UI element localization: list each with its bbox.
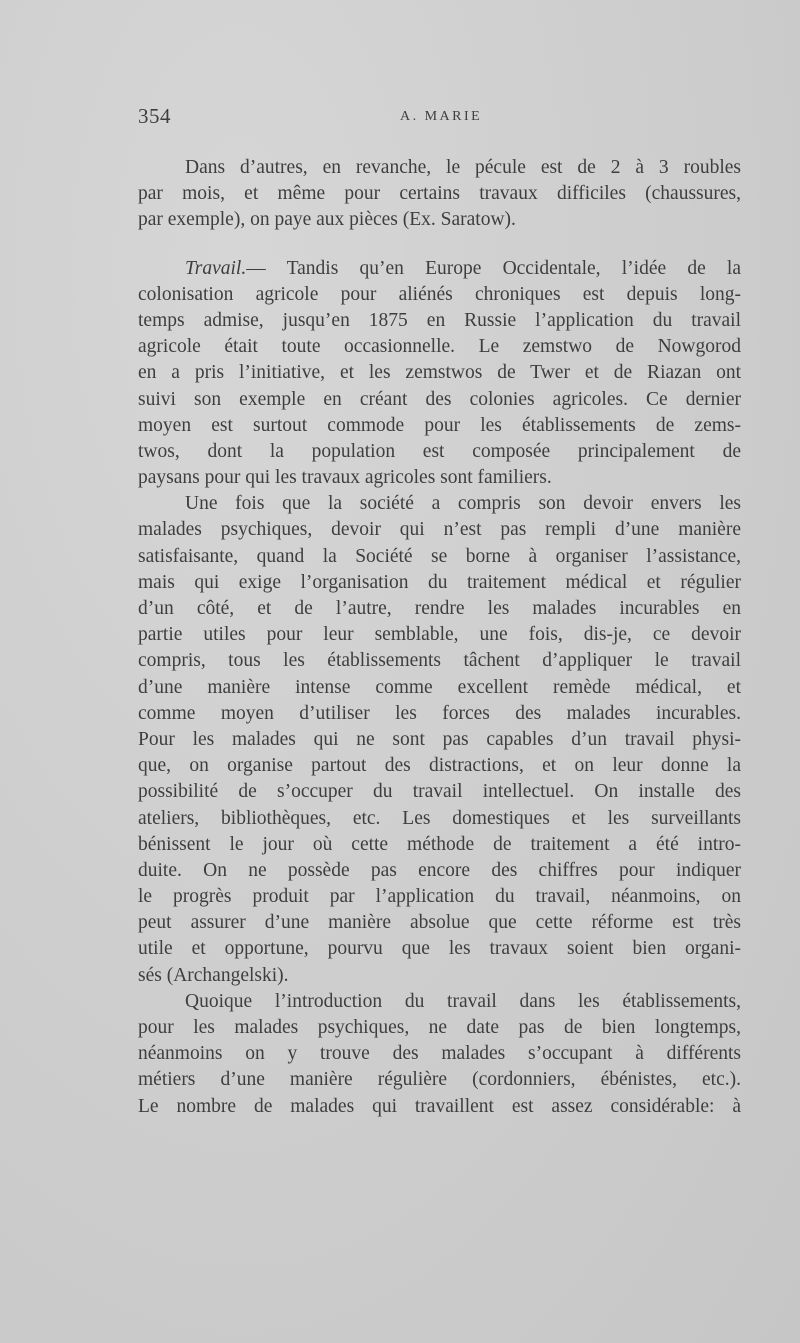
text-line: le progrès produit par l’application du travail, néanmoins, on [138, 886, 741, 908]
text-line: ateliers, bibliothèques, etc. Les domestiques et les surveillants [138, 807, 741, 829]
text-line: suivi son exemple en créant des colonies agricoles. Ce dernier [138, 388, 741, 410]
text-line [138, 256, 741, 282]
text-line: agricole était toute occasionnelle. Le zemstwo de Nowgorod [138, 336, 741, 358]
text-line: sés (Archangelski). [138, 964, 289, 986]
text-line: malades psychiques, devoir qui n’est pas rempli d’une manière [138, 519, 741, 541]
text-line: mais qui exige l’organisation du traitement médical et régulier [138, 571, 741, 593]
text-line: d’une manière intense comme excellent remède médical, et [138, 676, 741, 698]
text-line: Pour les malades qui ne sont pas capables d’un travail physi- [138, 728, 741, 750]
section-heading-travail: Travail. [185, 257, 247, 279]
text-line: compris, tous les établissements tâchent d’appliquer le travail [138, 650, 741, 672]
paragraph-travail [138, 256, 741, 492]
text-line: par mois, et même pour certains travaux difficiles (chaussures, [138, 183, 741, 205]
text-line: par exemple), on paye aux pièces (Ex. Saratow). [138, 209, 516, 231]
text-line: partie utiles pour leur semblable, une fois, dis-je, ce devoir [138, 624, 741, 646]
page-number: 354 [138, 104, 171, 128]
text-line: comme moyen d’utiliser les forces des malades incurables. [138, 702, 741, 724]
paragraph-1 [138, 155, 741, 234]
text-line: Quoique l’introduction du travail dans les établissements, [185, 990, 741, 1012]
text-line: Dans d’autres, en revanche, le pécule est de 2 à 3 roubles [185, 157, 741, 178]
text-line: paysans pour qui les travaux agricoles sont familiers. [138, 467, 552, 489]
text-line-rest: — Tandis qu’en Europe Occidentale, l’idée de la [246, 257, 741, 279]
body-text [138, 155, 741, 1120]
text-line: possibilité de s’occuper du travail intellectuel. On installe des [138, 781, 741, 803]
text-line: bénissent le jour où cette méthode de traitement a été intro- [138, 833, 741, 855]
running-head [138, 104, 738, 134]
text-line: temps admise, jusqu’en 1875 en Russie l’application du travail [138, 309, 741, 331]
text-line: utile et opportune, pourvu que les travaux soient bien organi- [138, 938, 741, 960]
text-line: peut assurer d’une manière absolue que cette réforme est très [138, 912, 741, 934]
text-line: twos, dont la population est composée principalement de [138, 440, 741, 462]
text-line: Le nombre de malades qui travaillent est assez considérable: à [138, 1095, 741, 1117]
text-line: Une fois que la société a compris son devoir envers les [185, 493, 741, 515]
text-line: moyen est surtout commode pour les établissements de zems- [138, 414, 741, 436]
running-head-author: A. MARIE [400, 109, 483, 124]
text-line: en a pris l’initiative, et les zemstwos de Twer et de Riazan ont [138, 362, 741, 384]
paragraph-3 [138, 491, 741, 989]
text-line: que, on organise partout des distractions, et on leur donne la [138, 755, 741, 777]
text-line: d’un côté, et de l’autre, rendre les malades incurables en [138, 598, 741, 619]
paragraph-4 [138, 989, 741, 1120]
text-line: satisfaisante, quand la Société se borne à organiser l’assistance, [138, 545, 741, 567]
text-line: néanmoins on y trouve des malades s’occupant à différents [138, 1043, 741, 1065]
text-line: duite. On ne possède pas encore des chiffres pour indiquer [138, 859, 741, 881]
text-line: colonisation agricole pour aliénés chroniques est depuis long- [138, 283, 741, 305]
text-line: pour les malades psychiques, ne date pas de bien longtemps, [138, 1017, 741, 1038]
text-line: métiers d’une manière régulière (cordonniers, ébénistes, etc.). [138, 1069, 741, 1091]
